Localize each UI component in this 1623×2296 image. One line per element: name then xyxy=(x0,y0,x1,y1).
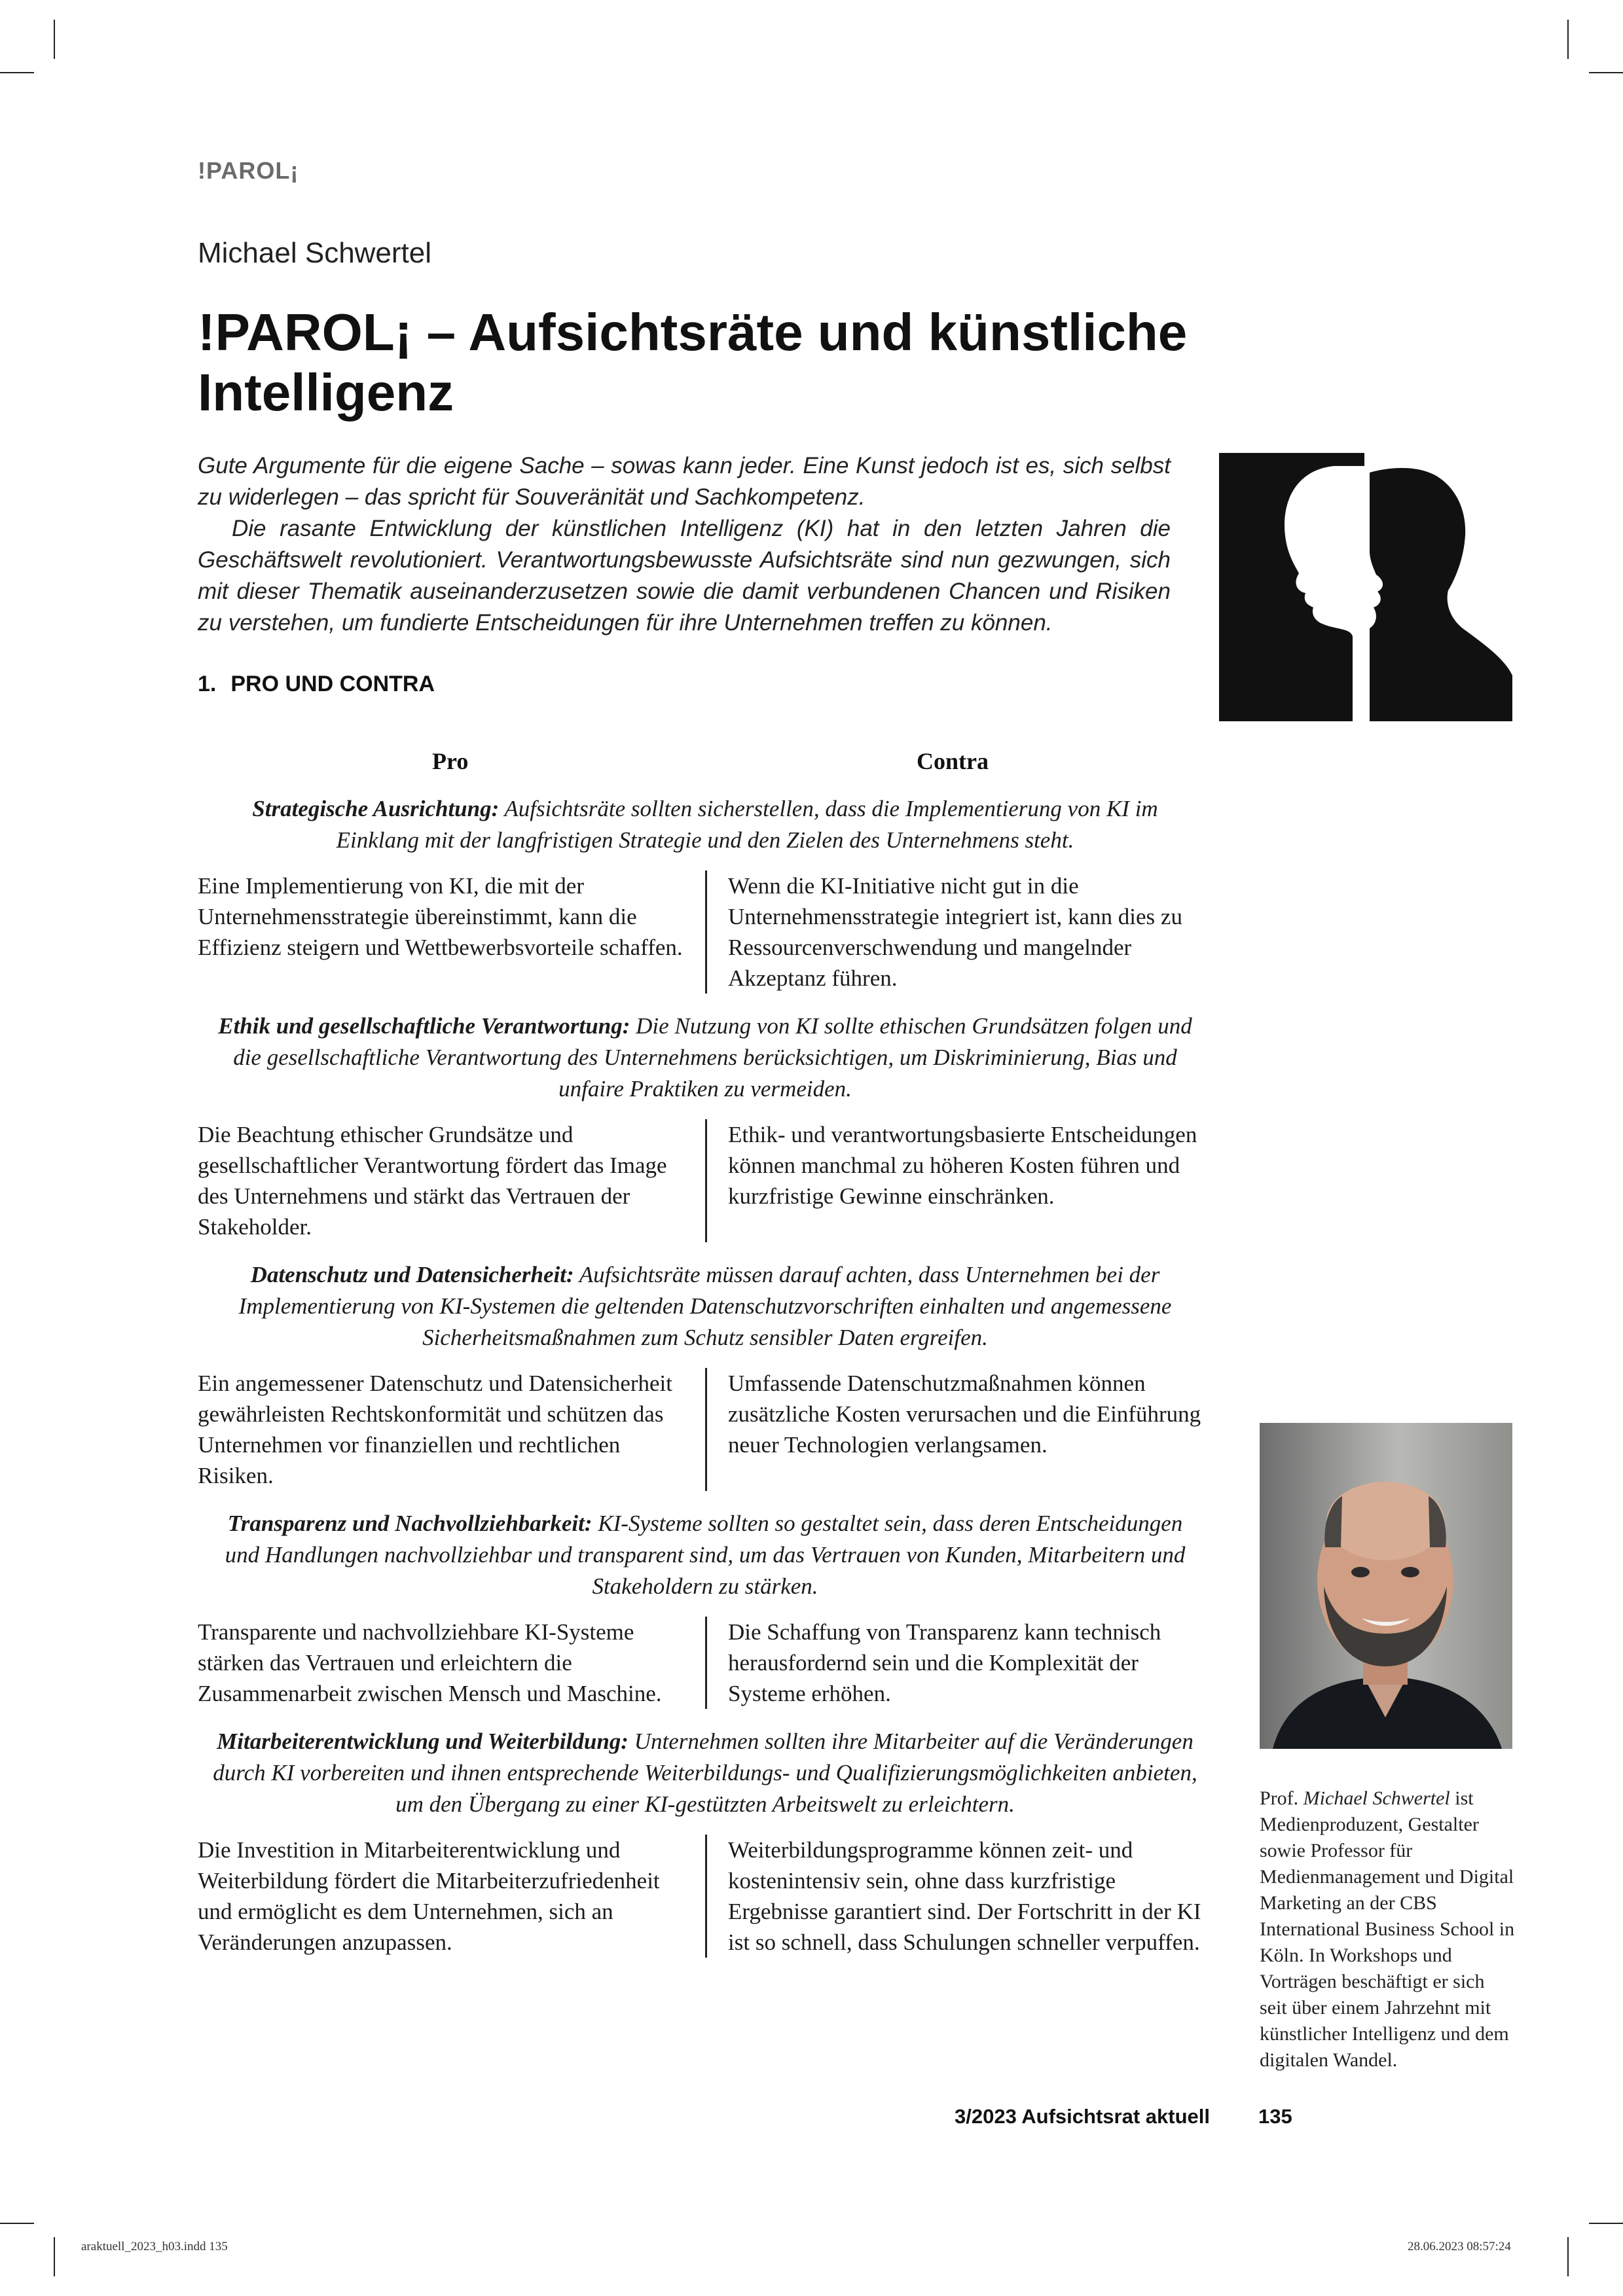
caption-name: Michael Schwertel xyxy=(1303,1787,1450,1809)
crop-mark xyxy=(0,72,34,73)
crop-mark xyxy=(0,2223,34,2224)
pro-contra-table xyxy=(198,793,1213,1975)
pro-argument: Die Investition in Mitarbeiterentwicklung und Weiterbildung fördert die Mitarbeiterzufriedenheit und ermöglicht es dem Unternehmen, sich an Veränderungen anzupassen. xyxy=(198,1837,660,1955)
caption-title: Prof. xyxy=(1260,1787,1299,1809)
argument-pair xyxy=(198,1617,1213,1709)
author-portrait-photo xyxy=(1260,1423,1512,1749)
topic-description xyxy=(210,1259,1201,1354)
topic-block xyxy=(198,1259,1213,1491)
topic-label: Mitarbeiterentwicklung und Weiterbildung: xyxy=(217,1729,629,1754)
section-number: 1. xyxy=(198,672,217,696)
pro-column-header: Pro xyxy=(432,748,469,774)
print-slug-date: 28.06.2023 08:57:24 xyxy=(1408,2240,1511,2253)
crop-mark xyxy=(1567,2237,1569,2276)
lead-paragraph: Gute Argumente für die eigene Sache – sowas kann jeder. Eine Kunst jedoch ist es, sich selbst zu widerlegen – das spricht für Souveränität und Sachkompetenz. xyxy=(198,453,1171,510)
crop-mark xyxy=(54,20,55,59)
topic-label: Strategische Ausrichtung: xyxy=(252,796,500,821)
section-tag: !PAROL¡ xyxy=(198,157,299,184)
crop-mark xyxy=(1567,20,1569,59)
article-title: !PAROL¡ – Aufsichtsräte und künstliche Intelligenz xyxy=(198,303,1188,422)
contra-argument: Weiterbildungsprogramme können zeit- und kostenintensiv sein, ohne dass kurzfristige Ergebnisse garantiert sind. Der Fortschritt in der KI ist so schnell, dass Schulungen schneller verpuffen. xyxy=(705,1835,1213,1958)
topic-text: Unternehmen sollten ihre Mitarbeiter auf die Veränderungen durch KI vorbereiten und ihnen entsprechende Weiterbildungs- und Qualifizierungsmöglichkeiten anbieten, um den Übergang zu einer KI-gestützten Arbeitswelt zu erleichtern. xyxy=(213,1729,1197,1817)
topic-text: KI-Systeme sollten so gestaltet sein, dass deren Entscheidungen und Handlungen nachvollziehbar und transparent sind, um das Vertrauen von Kunden, Mitarbeitern und Stakeholdern zu stärken. xyxy=(225,1511,1186,1599)
lead-paragraph: Die rasante Entwicklung der künstlichen Intelligenz (KI) hat in den letzten Jahren die Geschäftswelt revolutioniert. Verantwortungsbewusste Aufsichtsräte sind nun gezwungen, sich mit dieser Thematik auseinanderzusetzen sowie die damit verbundenen Chancen und Risiken zu verstehen, um fundierte Entscheidungen für ihre Unternehmen treffen zu können. xyxy=(198,516,1171,636)
article-lead xyxy=(198,450,1171,639)
topic-label: Datenschutz und Datensicherheit: xyxy=(250,1262,574,1287)
print-slug-file: araktuell_2023_h03.indd 135 xyxy=(81,2240,228,2253)
topic-block xyxy=(198,1508,1213,1709)
topic-text: Die Nutzung von KI sollte ethischen Grundsätzen folgen und die gesellschaftliche Verantwortung des Unternehmens berücksichtigen, um Diskriminierung, Bias und unfaire Praktiken zu vermeiden. xyxy=(233,1013,1192,1102)
argument-pair xyxy=(198,1835,1213,1958)
topic-description xyxy=(210,793,1201,856)
topic-text: Aufsichtsräte sollten sicherstellen, dass die Implementierung von KI im Einklang mit der langfristigen Strategie und den Zielen des Unternehmens steht. xyxy=(336,796,1158,853)
topic-block xyxy=(198,793,1213,994)
contra-argument: Ethik- und verantwortungsbasierte Entscheidungen können manchmal zu höheren Kosten führen und kurzfristige Gewinne einschränken. xyxy=(705,1119,1213,1242)
pro-argument: Eine Implementierung von KI, die mit der Unternehmensstrategie übereinstimmt, kann die Effizienz steigern und Wettbewerbsvorteile schaffen. xyxy=(198,873,683,960)
page-number: 135 xyxy=(1258,2105,1292,2128)
topic-label: Ethik und gesellschaftliche Verantwortung: xyxy=(218,1013,630,1039)
contra-argument: Umfassende Datenschutzmaßnahmen können zusätzliche Kosten verursachen und die Einführung neuer Technologien verlangsamen. xyxy=(705,1368,1213,1491)
crop-mark xyxy=(1589,2223,1623,2224)
silhouette-illustration xyxy=(1219,453,1512,721)
author-bio-caption xyxy=(1260,1785,1515,2073)
topic-description xyxy=(210,1508,1201,1602)
topic-block xyxy=(198,1726,1213,1958)
crop-mark xyxy=(54,2237,55,2276)
contra-argument: Wenn die KI-Initiative nicht gut in die Unternehmensstrategie integriert ist, kann dies zu Ressourcenverschwendung und mangelnder Akzeptanz führen. xyxy=(705,870,1213,994)
author-name: Michael Schwertel xyxy=(198,237,432,269)
topic-description xyxy=(210,1726,1201,1820)
pro-argument: Transparente und nachvollziehbare KI-Systeme stärken das Vertrauen und erleichtern die Zusammenarbeit zwischen Mensch und Maschine. xyxy=(198,1619,662,1706)
section-title: PRO UND CONTRA xyxy=(230,672,435,696)
pro-argument: Ein angemessener Datenschutz und Datensicherheit gewährleisten Rechtskonformität und schützen das Unternehmen vor finanziellen und rechtlichen Risiken. xyxy=(198,1371,673,1488)
contra-argument: Die Schaffung von Transparenz kann technisch herausfordernd sein und die Komplexität der Systeme erhöhen. xyxy=(705,1617,1213,1709)
crop-mark xyxy=(1589,72,1623,73)
caption-text: ist Medienproduzent, Gestalter sowie Professor für Medienmanagement und Digital Marketing an der CBS International Business School in Köln. In Workshops und Vorträgen beschäftigt er sich seit über einem Jahrzehnt mit künstlicher Intelligenz und dem digitalen Wandel. xyxy=(1260,1787,1515,2071)
section-heading xyxy=(198,672,435,697)
argument-pair xyxy=(198,1119,1213,1242)
topic-description xyxy=(210,1011,1201,1105)
magazine-issue: 3/2023 Aufsichtsrat aktuell xyxy=(955,2105,1210,2128)
argument-pair xyxy=(198,1368,1213,1491)
argument-pair xyxy=(198,870,1213,994)
topic-label: Transparenz und Nachvollziehbarkeit: xyxy=(227,1511,593,1536)
contra-column-header: Contra xyxy=(917,748,989,774)
pro-argument: Die Beachtung ethischer Grundsätze und gesellschaftlicher Verantwortung fördert das Image des Unternehmens und stärkt das Vertrauen der Stakeholder. xyxy=(198,1122,667,1240)
topic-text: Aufsichtsräte müssen darauf achten, dass Unternehmen bei der Implementierung von KI-Systemen die geltenden Datenschutzvorschriften einhalten und angemessene Sicherheitsmaßnahmen zum Schutz sensibler Daten ergreifen. xyxy=(238,1262,1172,1350)
topic-block xyxy=(198,1011,1213,1242)
